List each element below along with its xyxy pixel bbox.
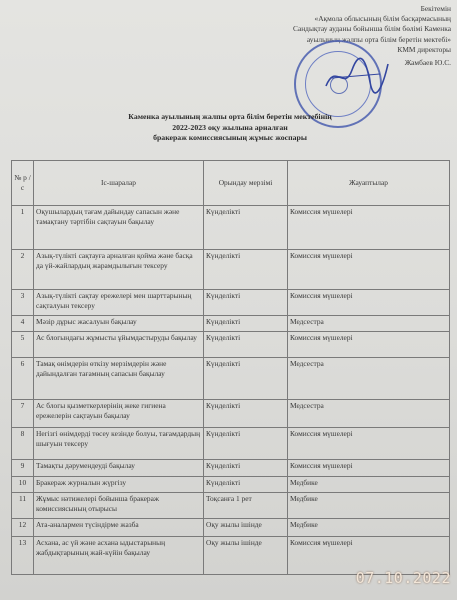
row-deadline: Күнделікті xyxy=(204,400,288,428)
row-activity: Негізгі өнімдерді төсеу кезінде болуы, тағамдардың шығуын тексеру xyxy=(34,428,204,460)
row-activity: Тамақты дәрумендеуді бақылау xyxy=(34,460,204,477)
table-row xyxy=(12,428,450,460)
row-deadline: Күнделікті xyxy=(204,332,288,358)
title-line: 2022-2023 оқу жылына арналған xyxy=(172,122,288,132)
row-number: 5 xyxy=(12,332,34,358)
approval-line: «Ақмола облысының білім басқармасының xyxy=(314,14,451,24)
row-responsible: Медсестра xyxy=(288,400,450,428)
row-number: 1 xyxy=(12,206,34,250)
approval-line: ауылының жалпы орта білім беретін мектебі» xyxy=(306,34,451,44)
row-activity: Оқушылардың тағам дайындау сапасын және тамақтану тәртібін сақтауын бақылау xyxy=(34,206,204,250)
row-number: 2 xyxy=(12,250,34,290)
table-row xyxy=(12,477,450,493)
row-activity: Бракераж журналын жүргізу xyxy=(34,477,204,493)
row-deadline: Күнделікті xyxy=(204,460,288,477)
photo-date-stamp: 07.10.2022 xyxy=(355,569,451,587)
row-responsible: Комиссия мүшелері xyxy=(288,250,450,290)
row-activity: Ас блогындағы жұмысты ұйымдастыруды бақылау xyxy=(34,332,204,358)
table-row xyxy=(12,460,450,477)
row-deadline: Күнделікті xyxy=(204,358,288,400)
row-activity: Асхана, ас үй және асхана ыдыстарының жабдықтарының жай-күйін бақылау xyxy=(34,537,204,575)
row-deadline: Тоқсанға 1 рет xyxy=(204,493,288,519)
table-row xyxy=(12,519,450,537)
table-row xyxy=(12,206,450,250)
row-responsible: Комиссия мүшелері xyxy=(288,460,450,477)
row-deadline: Күнделікті xyxy=(204,290,288,316)
document-title xyxy=(60,112,400,144)
approval-line: КММ директоры xyxy=(397,44,451,54)
table-row xyxy=(12,332,450,358)
table-header-row xyxy=(12,161,450,206)
header-number: № р / с xyxy=(12,161,34,206)
row-number: 10 xyxy=(12,477,34,493)
row-responsible: Медбике xyxy=(288,477,450,493)
row-number: 3 xyxy=(12,290,34,316)
row-responsible: Медсестра xyxy=(288,358,450,400)
row-activity: Тамақ өнімдерін өткізу мерзімдерін және дайындалған тағамның сапасын бақылау xyxy=(34,358,204,400)
row-deadline: Күнделікті xyxy=(204,206,288,250)
row-activity: Азық-түлікті сақтау ережелері мен шарттарының сақталуын тексеру xyxy=(34,290,204,316)
table-row xyxy=(12,290,450,316)
table-row xyxy=(12,358,450,400)
row-number: 9 xyxy=(12,460,34,477)
row-activity: Мәзір дұрыс жасалуын бақылау xyxy=(34,316,204,332)
row-responsible: Медсестра xyxy=(288,316,450,332)
row-deadline: Күнделікті xyxy=(204,250,288,290)
row-responsible: Медбике xyxy=(288,519,450,537)
header-responsible: Жауаптылар xyxy=(288,161,450,206)
row-deadline: Күнделікті xyxy=(204,477,288,493)
row-number: 12 xyxy=(12,519,34,537)
row-number: 7 xyxy=(12,400,34,428)
row-deadline: Оқу жылы ішінде xyxy=(204,519,288,537)
table-row xyxy=(12,493,450,519)
row-number: 13 xyxy=(12,537,34,575)
row-number: 8 xyxy=(12,428,34,460)
row-activity: Ата-аналармен түсіндірме жазба xyxy=(34,519,204,537)
row-activity: Азық-түлікті сақтауға арналған қойма және басқа да үй-жайлардың жарамдылығын тексеру xyxy=(34,250,204,290)
row-deadline: Күнделікті xyxy=(204,428,288,460)
row-number: 4 xyxy=(12,316,34,332)
work-plan-table xyxy=(11,160,450,575)
row-responsible: Медбике xyxy=(288,493,450,519)
row-responsible: Комиссия мүшелері xyxy=(288,332,450,358)
table-row xyxy=(12,400,450,428)
table-row xyxy=(12,316,450,332)
row-deadline: Күнделікті xyxy=(204,316,288,332)
header-activity: Іс-шаралар xyxy=(34,161,204,206)
row-responsible: Комиссия мүшелері xyxy=(288,206,450,250)
row-number: 6 xyxy=(12,358,34,400)
row-responsible: Комиссия мүшелері xyxy=(288,290,450,316)
row-activity: Жұмыс нәтижелері бойынша бракераж комиссиясының отырысы xyxy=(34,493,204,519)
title-line: бракераж комиссиясының жұмыс жоспары xyxy=(153,133,307,142)
row-deadline: Оқу жылы ішінде xyxy=(204,537,288,575)
handwritten-signature xyxy=(322,56,392,96)
header-deadline: Орындау мерзімі xyxy=(204,161,288,206)
row-number: 11 xyxy=(12,493,34,519)
table-row xyxy=(12,250,450,290)
row-responsible: Комиссия мүшелері xyxy=(288,537,450,575)
title-line: Каменка ауылының жалпы орта білім беретін мектебінің xyxy=(128,112,332,121)
approval-line: Бекітемін xyxy=(420,4,451,13)
row-responsible: Комиссия мүшелері xyxy=(288,428,450,460)
director-name: Жамбаев Ю.С. xyxy=(404,58,451,68)
row-activity: Ас блогы қызметкерлерінің жеке гигиена ережелерін сақтауын бақылау xyxy=(34,400,204,428)
approval-line: Сандықтау ауданы бойынша білім бөлімі Каменка xyxy=(293,24,451,34)
